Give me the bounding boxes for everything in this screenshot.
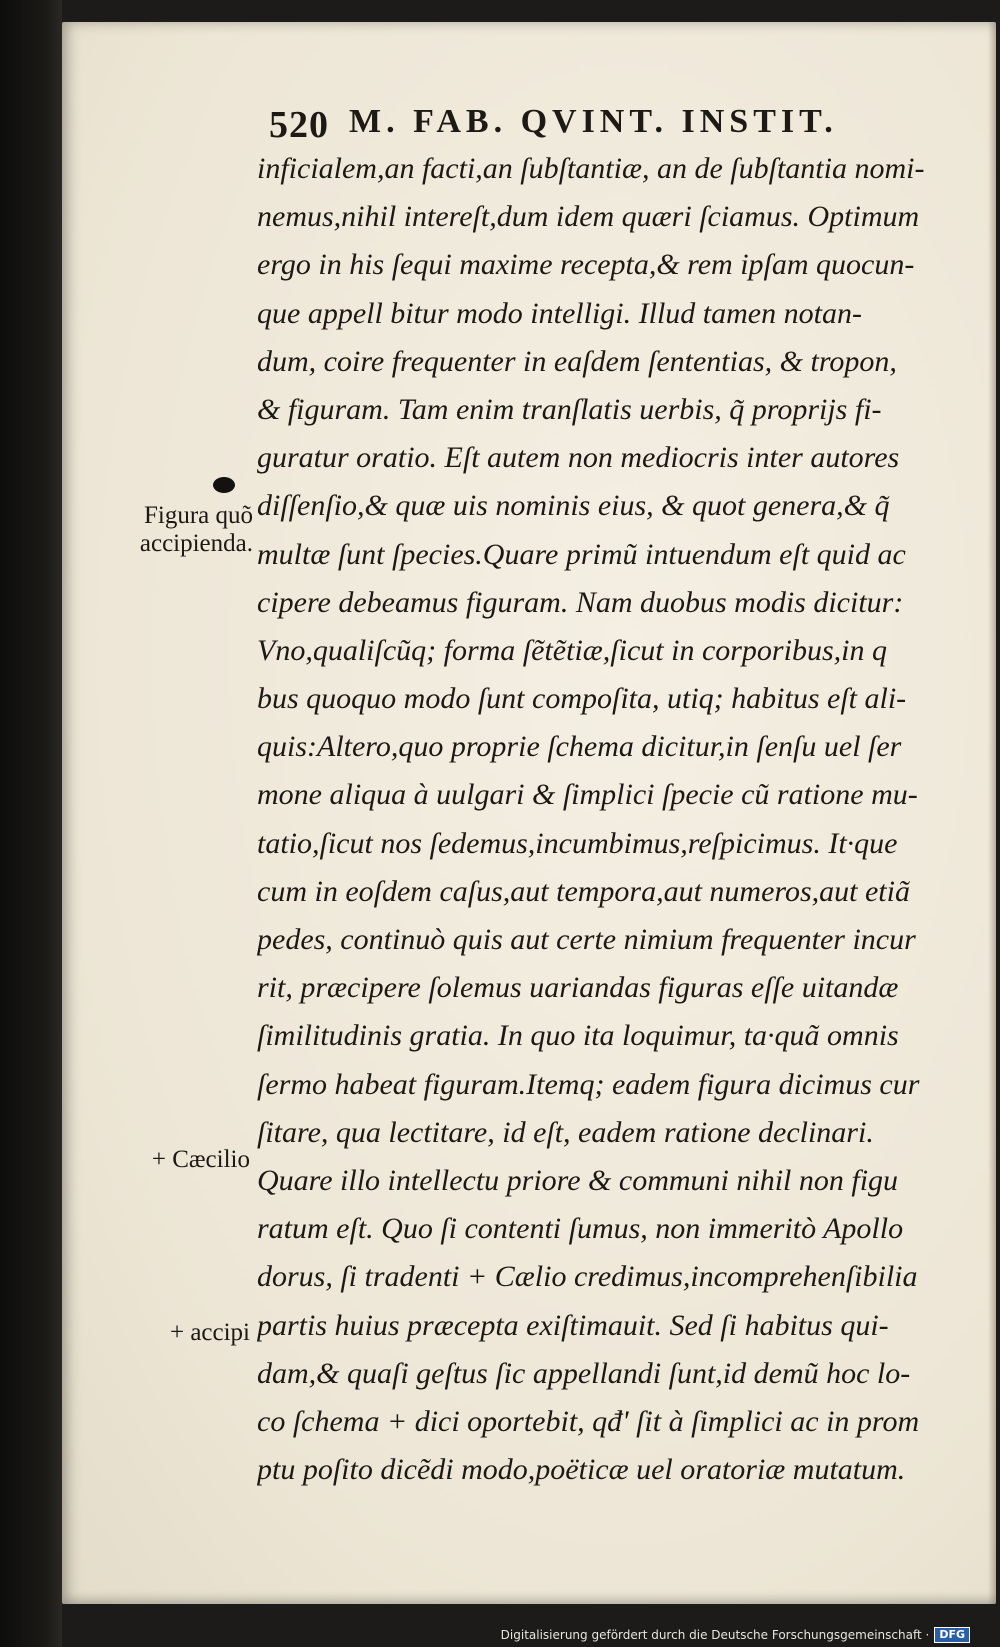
page-edge-shadow <box>988 22 996 1604</box>
text-line: pedes, continuò quis aut certe nimium frequenter incur <box>257 923 916 956</box>
margin-note-caecilio: + Cæcilio <box>151 1146 250 1173</box>
text-line: Quare illo intellectu priore & communi nihil non figu <box>257 1163 899 1197</box>
text-line: quis:Altero,quo proprie ſchema dicitur,in ſenſu uel ſer <box>257 730 902 764</box>
credit-text: Digitalisierung gefördert durch die Deutsche Forschungsgemeinschaft · <box>500 1628 930 1642</box>
margin-note-line: Figura quõ <box>143 502 253 529</box>
text-line: rit, præcipere ſolemus uariandas figuras eſſe uitandæ <box>257 971 899 1005</box>
text-line: tatio,ſicut nos ſedemus,incumbimus,reſpicimus. It·que <box>257 826 898 860</box>
text-line: que appell bitur modo intelligi. Illud tamen notan- <box>257 296 862 330</box>
text-line: Vno,qualiſcũq; forma ſẽtẽtiæ,ſicut in corporibus,in q <box>257 633 887 667</box>
text-line: dam,& quaſi geſtus ſic appellandi ſunt,id demũ hoc lo- <box>257 1356 911 1390</box>
text-line: ſermo habeat figuram.Itemq; eadem figura dicimus cur <box>257 1067 920 1101</box>
text-line: ptu poſito dicẽdi modo,poëticæ uel oratoriæ mutatum. <box>257 1453 906 1487</box>
text-line: cipere debeamus figuram. Nam duobus modis dicitur: <box>257 585 904 619</box>
book-spine-shadow <box>0 0 62 1647</box>
text-line: mone aliqua à uulgari & ſimplici ſpecie cũ ratione mu- <box>257 778 918 812</box>
text-line: bus quoquo modo ſunt compoſita, utiq; habitus eſt ali- <box>257 682 907 716</box>
margin-bullet-mark <box>213 477 235 493</box>
text-line: & figuram. Tam enim tranſlatis uerbis, q̃ proprijs fi- <box>257 392 882 426</box>
text-line: inficialem,an facti,an ſubſtantiæ, an de ſubſtantia nomi- <box>257 152 925 185</box>
page-header <box>269 103 909 149</box>
text-line: co ſchema + dici oportebit, qđ' ſit à ſimplici ac in prom <box>257 1404 920 1438</box>
running-title: M. FAB. QVINT. INSTIT. <box>349 103 838 140</box>
text-line: multæ ſunt ſpecies.Quare primũ intuendum eſt quid ac <box>257 537 906 571</box>
text-line: cum in eoſdem caſus,aut tempora,aut numeros,aut etiã <box>257 874 910 908</box>
text-line: dum, coire frequenter in eaſdem ſententias, & tropon, <box>257 344 897 378</box>
text-line: nemus,nihil intereſt,dum idem quæri ſciamus. Optimum <box>257 200 920 234</box>
text-line: partis huius præcepta exiſtimauit. Sed ſi habitus qui- <box>257 1308 889 1342</box>
text-line: ſitare, qua lectitare, id eſt, eadem ratione declinari. <box>257 1115 874 1149</box>
margin-note-figura <box>125 502 253 558</box>
text-line: diſſenſio,& quæ uis nominis eius, & quot genera,& q̃ <box>257 489 890 523</box>
page-number: 520 <box>269 104 329 146</box>
digitization-credit <box>501 1627 970 1643</box>
text-line: guratur oratio. Eſt autem non mediocris inter autores <box>257 441 900 475</box>
margin-note-line: accipienda. <box>139 530 253 557</box>
margin-note-accipi: + accipi <box>169 1319 250 1346</box>
text-line: ratum eſt. Quo ſi contenti ſumus, non immeritò Apollo <box>257 1212 904 1246</box>
dfg-logo: DFG <box>934 1627 970 1643</box>
text-line: ſimilitudinis gratia. In quo ita loquimur, ta·quã omnis <box>257 1019 899 1053</box>
text-line: ergo in his ſequi maxime recepta,& rem ipſam quocun- <box>257 248 915 282</box>
body-text <box>257 145 977 1494</box>
text-line: dorus, ſi tradenti + Cælio credimus,incomprehenſibilia <box>257 1260 918 1294</box>
